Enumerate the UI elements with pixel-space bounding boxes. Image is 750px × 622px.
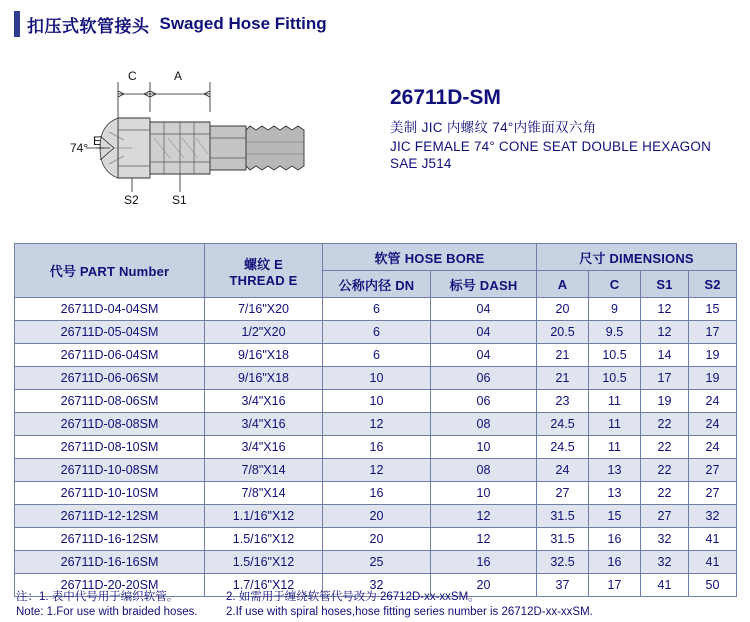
cell-s2: 24 [689,390,737,413]
header-c: C [589,271,641,298]
cell-part: 26711D-08-06SM [15,390,205,413]
cell-s1: 12 [641,321,689,344]
thread-label-e: E [93,134,102,148]
cell-thread: 9/16"X18 [205,367,323,390]
header-title-en: Swaged Hose Fitting [159,14,327,33]
notes-block [16,590,738,620]
table-row [15,390,737,413]
product-description [390,86,740,171]
cell-s1: 19 [641,390,689,413]
cell-dn: 20 [323,528,431,551]
cell-a: 32.5 [537,551,589,574]
product-standard: SAE J514 [390,156,452,171]
cell-dash: 06 [431,390,537,413]
header-hose-bore: 软管 HOSE BORE [323,244,537,271]
cell-thread: 7/8"X14 [205,482,323,505]
cell-part: 26711D-08-08SM [15,413,205,436]
cell-s2: 50 [689,574,737,597]
cell-c: 9.5 [589,321,641,344]
header-s2: S2 [689,271,737,298]
cell-thread: 3/4"X16 [205,390,323,413]
cell-thread: 7/16"X20 [205,298,323,321]
cell-s1: 22 [641,459,689,482]
cell-dash: 10 [431,482,537,505]
table-body [15,298,737,597]
cell-c: 16 [589,528,641,551]
cell-c: 11 [589,436,641,459]
cell-dn: 10 [323,367,431,390]
product-name-cn: 美制 JIC 内螺纹 74°内锥面双六角 [390,120,597,135]
cell-dn: 6 [323,298,431,321]
cell-dash: 04 [431,298,537,321]
cell-s2: 24 [689,413,737,436]
cell-c: 13 [589,482,641,505]
product-name-en: JIC FEMALE 74° CONE SEAT DOUBLE HEXAGON [390,139,712,154]
cell-a: 20.5 [537,321,589,344]
cell-part: 26711D-06-04SM [15,344,205,367]
cell-part: 26711D-16-16SM [15,551,205,574]
table-row [15,551,737,574]
cell-part: 26711D-20-20SM [15,574,205,597]
cell-dn: 6 [323,321,431,344]
table-row [15,505,737,528]
header-thread-line1: 螺纹 E [243,256,284,272]
angle-label-74: 74° [70,141,89,155]
cell-thread: 1.5/16"X12 [205,528,323,551]
table-row [15,298,737,321]
table-row [15,344,737,367]
cell-s2: 17 [689,321,737,344]
header-dash: 标号 DASH [431,271,537,298]
table-row [15,321,737,344]
note-cn-left: 注：1. 表中代号用于编织软管。 [16,591,179,603]
product-drawing [14,60,344,210]
cell-s1: 27 [641,505,689,528]
table-head [15,244,737,298]
cell-dn: 16 [323,482,431,505]
header-part-number: 代号 PART Number [15,244,205,298]
cell-s2: 15 [689,298,737,321]
header-dn: 公称内径 DN [323,271,431,298]
cell-a: 31.5 [537,505,589,528]
cell-dash: 08 [431,459,537,482]
cell-s1: 12 [641,298,689,321]
note-row-cn [16,590,738,605]
cell-s1: 17 [641,367,689,390]
header-accent-bar [14,11,20,37]
cell-a: 24 [537,459,589,482]
note-row-en [16,605,738,620]
cell-c: 11 [589,390,641,413]
cell-dn: 6 [323,344,431,367]
cell-thread: 3/4"X16 [205,436,323,459]
page-header [14,10,736,38]
header-thread [205,244,323,298]
header-a: A [537,271,589,298]
cell-dn: 32 [323,574,431,597]
cell-dash: 10 [431,436,537,459]
cell-dash: 06 [431,367,537,390]
cell-c: 9 [589,298,641,321]
cell-s2: 41 [689,528,737,551]
cell-part: 26711D-10-08SM [15,459,205,482]
product-code: 26711D-SM [390,86,501,109]
cell-s2: 27 [689,459,737,482]
cell-dn: 10 [323,390,431,413]
cell-dash: 20 [431,574,537,597]
note-en-right: 2.If use with spiral hoses,hose fitting series number is 26712D-xx-xxSM. [226,606,593,618]
cell-a: 21 [537,344,589,367]
cell-thread: 1.1/16"X12 [205,505,323,528]
specification-table-wrap [14,243,736,597]
cell-a: 24.5 [537,413,589,436]
cell-c: 17 [589,574,641,597]
header-dimensions: 尺寸 DIMENSIONS [537,244,737,271]
cell-s1: 32 [641,528,689,551]
cell-a: 24.5 [537,436,589,459]
cell-thread: 7/8"X14 [205,459,323,482]
cell-s1: 22 [641,436,689,459]
cell-part: 26711D-16-12SM [15,528,205,551]
dimension-label-s2: S2 [124,193,139,207]
cell-s2: 32 [689,505,737,528]
cell-dash: 12 [431,528,537,551]
fitting-diagram-svg [14,60,344,210]
table-row [15,482,737,505]
cell-a: 23 [537,390,589,413]
cell-thread: 9/16"X18 [205,344,323,367]
cell-c: 10.5 [589,367,641,390]
table-row [15,436,737,459]
cell-dash: 08 [431,413,537,436]
cell-s2: 19 [689,344,737,367]
cell-thread: 1.5/16"X12 [205,551,323,574]
cell-part: 26711D-12-12SM [15,505,205,528]
cell-dn: 16 [323,436,431,459]
cell-a: 37 [537,574,589,597]
cell-a: 27 [537,482,589,505]
cell-a: 31.5 [537,528,589,551]
cell-c: 13 [589,459,641,482]
header-title-cn: 扣压式软管接头 [27,16,150,36]
cell-s2: 24 [689,436,737,459]
cell-thread: 1/2"X20 [205,321,323,344]
dimension-label-s1: S1 [172,193,187,207]
cell-part: 26711D-06-06SM [15,367,205,390]
cell-part: 26711D-04-04SM [15,298,205,321]
cell-c: 11 [589,413,641,436]
table-row [15,459,737,482]
table-row [15,367,737,390]
dimension-label-a: A [174,69,183,83]
cell-part: 26711D-05-04SM [15,321,205,344]
cell-dash: 16 [431,551,537,574]
header-thread-line2: THREAD E [229,272,298,288]
cell-dn: 20 [323,505,431,528]
cell-s1: 32 [641,551,689,574]
note-cn-right: 2. 如需用于缠绕软管代号改为 26712D-xx-xxSM。 [226,591,480,603]
specification-table [14,243,737,597]
dimension-label-c: C [128,69,137,83]
cell-dash: 04 [431,321,537,344]
cell-c: 15 [589,505,641,528]
cell-part: 26711D-08-10SM [15,436,205,459]
cell-s2: 19 [689,367,737,390]
table-row [15,528,737,551]
cell-c: 10.5 [589,344,641,367]
cell-thread: 1.7/16"X12 [205,574,323,597]
table-row [15,413,737,436]
cell-thread: 3/4"X16 [205,413,323,436]
cell-s1: 22 [641,482,689,505]
cell-dn: 25 [323,551,431,574]
cell-s2: 41 [689,551,737,574]
cell-c: 16 [589,551,641,574]
cell-s1: 41 [641,574,689,597]
header-s1: S1 [641,271,689,298]
table-header-row-1 [15,244,737,271]
note-en-left: Note: 1.For use with braided hoses. [16,606,198,618]
cell-a: 21 [537,367,589,390]
cell-s1: 14 [641,344,689,367]
cell-dash: 12 [431,505,537,528]
cell-s2: 27 [689,482,737,505]
cell-a: 20 [537,298,589,321]
cell-s1: 22 [641,413,689,436]
cell-dn: 12 [323,413,431,436]
cell-part: 26711D-10-10SM [15,482,205,505]
cell-dn: 12 [323,459,431,482]
cell-dash: 04 [431,344,537,367]
